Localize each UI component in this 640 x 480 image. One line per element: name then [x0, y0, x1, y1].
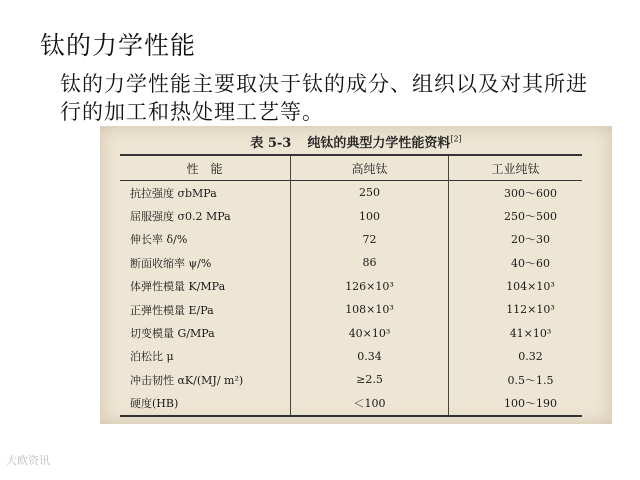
- table-header-row: [120, 155, 582, 181]
- property-cell: 抗拉强度 σbMPa: [120, 181, 291, 205]
- table-row: [120, 251, 582, 274]
- table-caption-ref: [2]: [450, 134, 462, 144]
- properties-table: [120, 154, 582, 417]
- high-purity-cell: 108×10³: [291, 298, 449, 321]
- table-row: [120, 204, 582, 227]
- header-high-purity: 高纯钛: [291, 155, 449, 181]
- industrial-cell: 41×10³: [509, 326, 552, 340]
- industrial-cell: 104×10³: [506, 279, 555, 293]
- industrial-cell: 20～30: [511, 233, 550, 247]
- watermark: 大欧资讯: [6, 454, 50, 467]
- table-caption: [100, 132, 612, 151]
- slide-body-text: 钛的力学性能主要取决于钛的成分、组织以及对其所进行的加工和热处理工艺等。: [60, 72, 588, 124]
- table-row: [120, 181, 582, 205]
- high-purity-cell: 72: [291, 228, 449, 251]
- table-row: [120, 368, 582, 391]
- high-purity-cell: ＜100: [291, 392, 449, 416]
- industrial-cell: 112×10³: [506, 303, 555, 317]
- industrial-cell: 0.32: [518, 349, 543, 363]
- property-cell: 体弹性模量 K/MPa: [120, 275, 291, 298]
- slide-title: 钛的力学性能: [40, 31, 197, 60]
- property-cell: 正弹性模量 E/Pa: [120, 298, 291, 321]
- property-cell: 泊松比 μ: [120, 345, 291, 368]
- high-purity-cell: 126×10³: [291, 275, 449, 298]
- table-caption-text: 纯钛的典型力学性能资料: [307, 136, 451, 151]
- high-purity-cell: 100: [291, 204, 449, 227]
- high-purity-cell: 0.34: [291, 345, 449, 368]
- property-cell: 伸长率 δ/%: [120, 228, 291, 251]
- header-property: 性 能: [120, 155, 291, 181]
- table-row: [120, 275, 582, 298]
- table-row: [120, 298, 582, 321]
- table-row: [120, 228, 582, 251]
- table-caption-number: 表 5-3: [250, 136, 292, 151]
- table-photo: [100, 126, 612, 424]
- property-cell: 断面收缩率 ψ/%: [120, 251, 291, 274]
- property-cell: 切变模量 G/MPa: [120, 321, 291, 344]
- table-row: [120, 392, 582, 416]
- industrial-cell: 250～500: [504, 210, 557, 224]
- property-cell: 屈服强度 σ0.2 MPa: [120, 204, 291, 227]
- header-industrial: 工业纯钛: [491, 161, 540, 176]
- industrial-cell: 0.5～1.5: [507, 373, 554, 387]
- table-row: [120, 321, 582, 344]
- industrial-cell: 100～190: [504, 397, 557, 411]
- property-cell: 冲击韧性 αK/(MJ/ m²): [120, 368, 291, 391]
- table-row: [120, 345, 582, 368]
- high-purity-cell: 250: [291, 181, 449, 205]
- high-purity-cell: 40×10³: [291, 321, 449, 344]
- industrial-cell: 300～600: [504, 186, 557, 200]
- property-cell: 硬度(HB): [120, 392, 291, 416]
- high-purity-cell: 86: [291, 251, 449, 274]
- high-purity-cell: ≥2.5: [291, 368, 449, 391]
- industrial-cell: 40～60: [511, 256, 550, 270]
